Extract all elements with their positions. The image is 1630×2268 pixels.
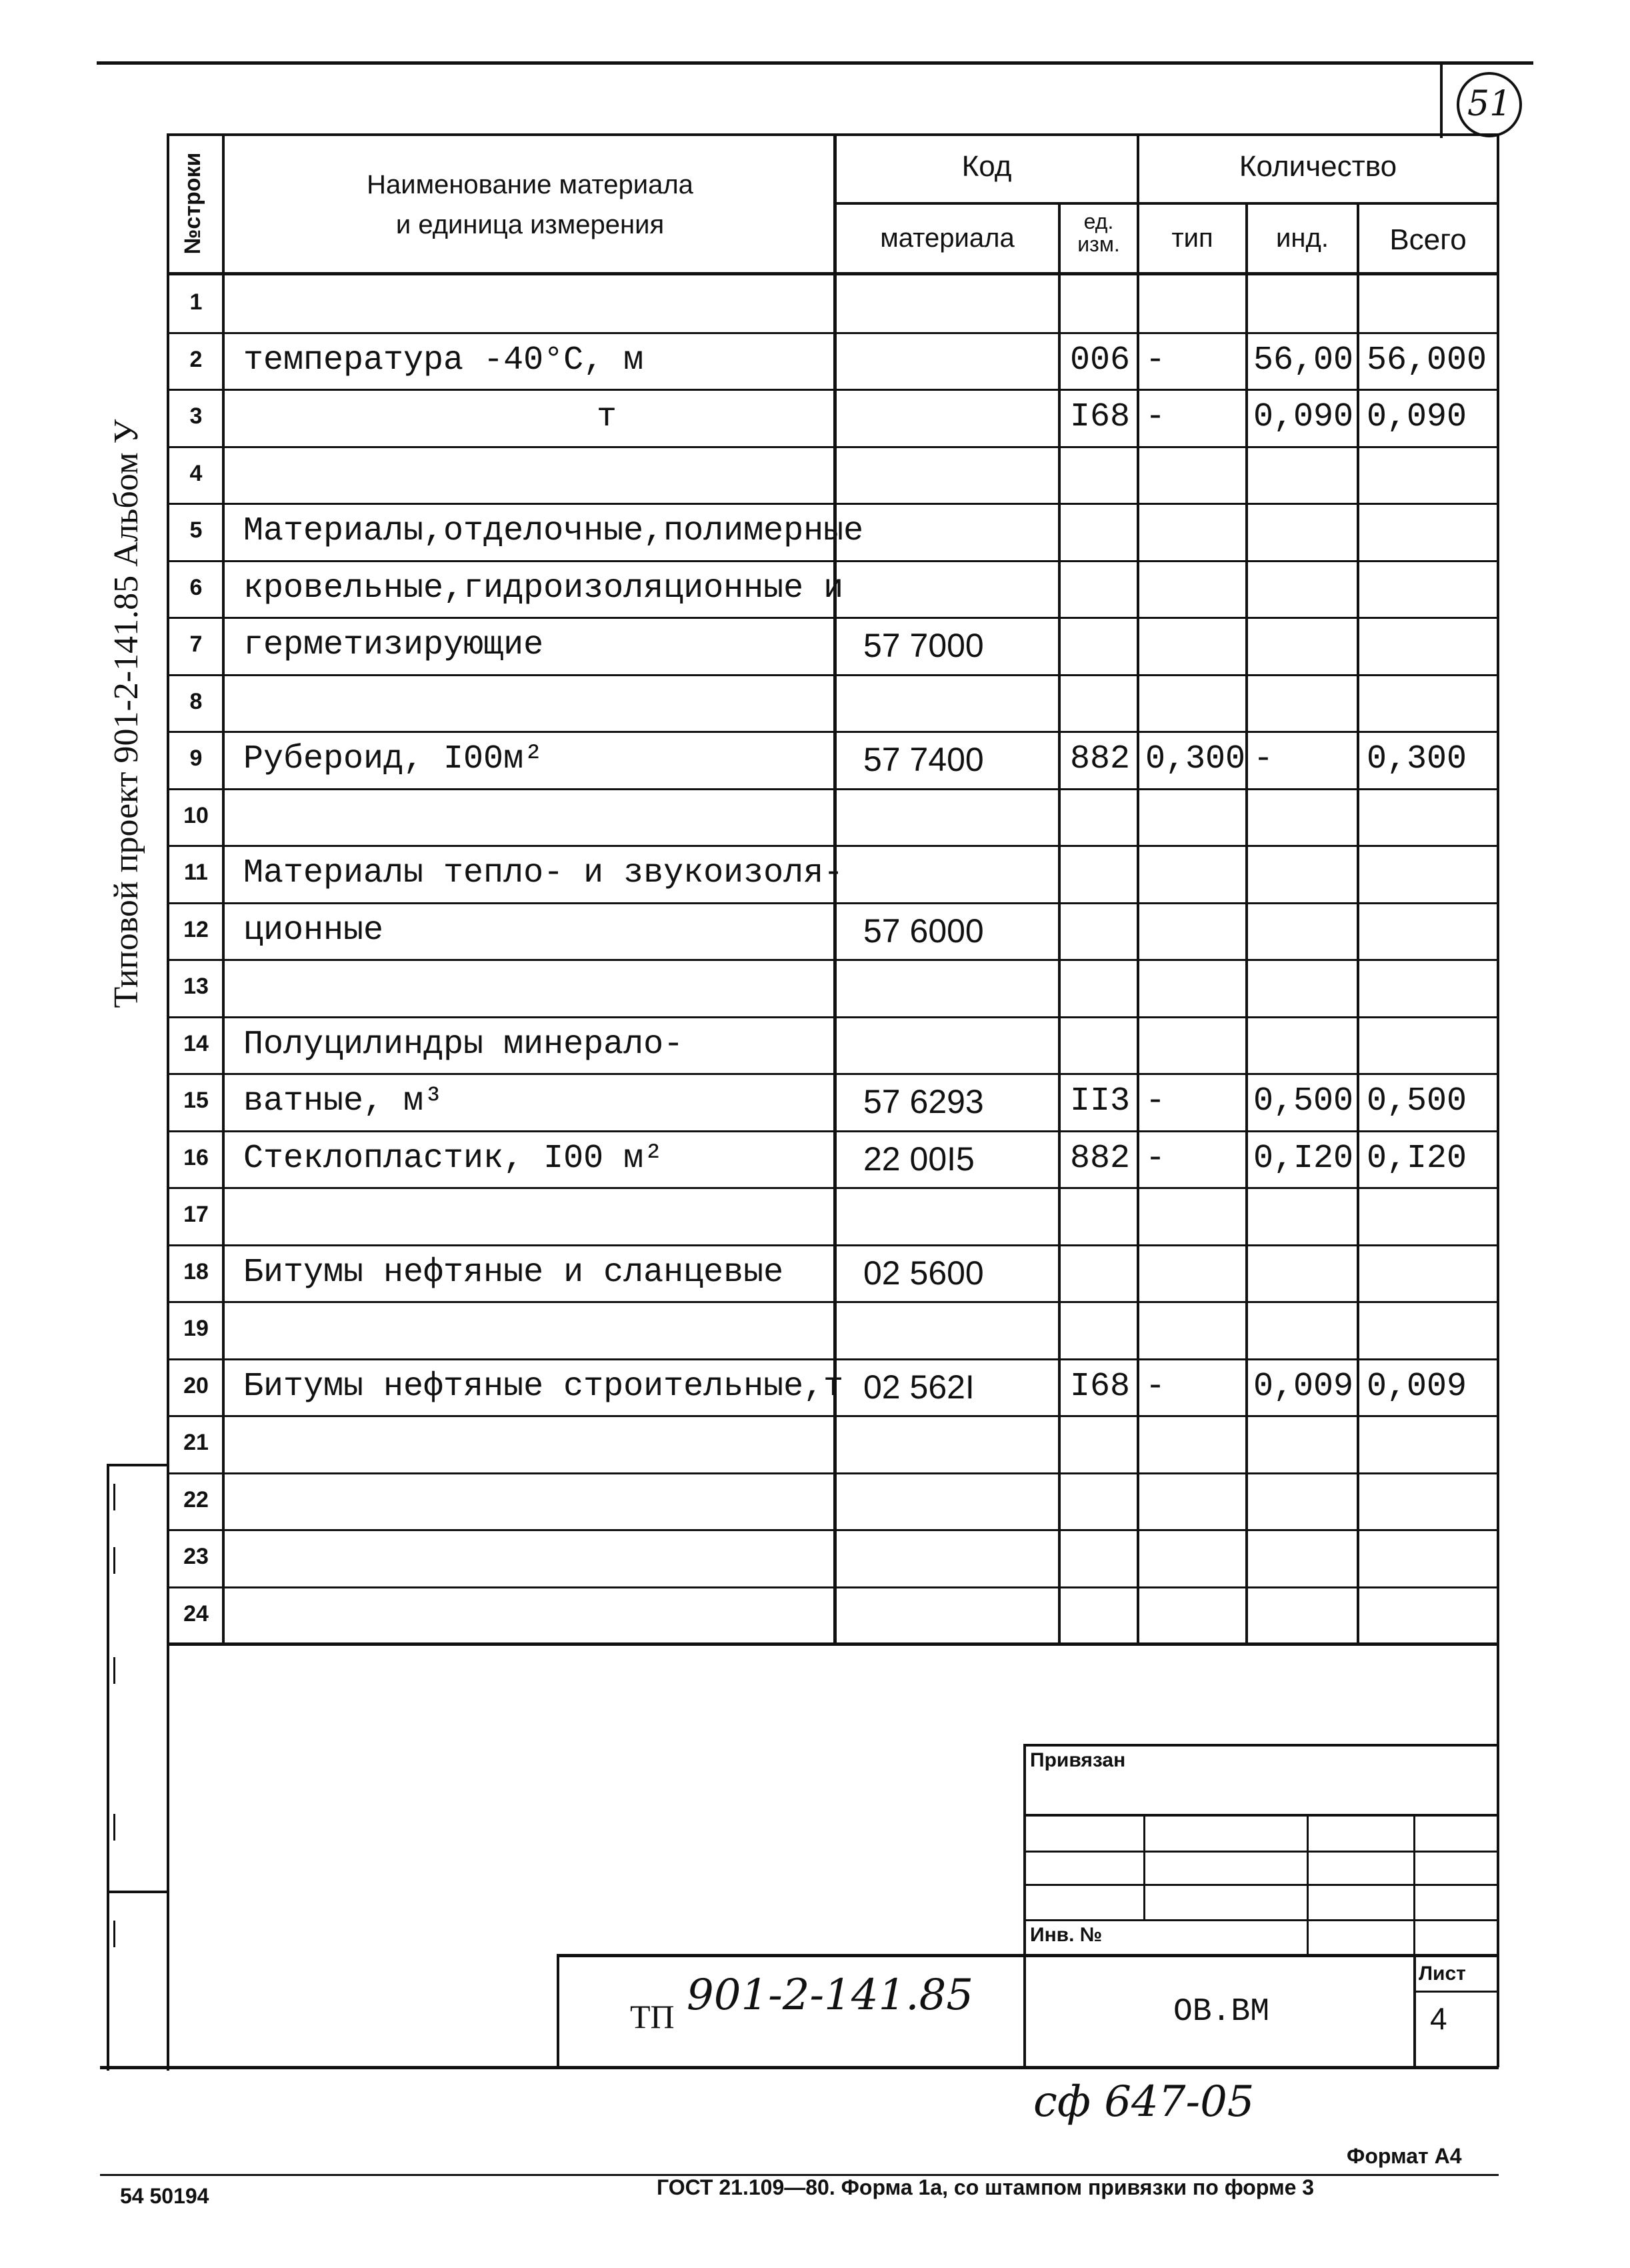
row-divider: [167, 1301, 1499, 1303]
row-name: герметизирующие: [243, 626, 544, 664]
row-divider: [167, 902, 1499, 904]
header-code-unit: ед. изм.: [1077, 209, 1120, 256]
row-divider: [167, 731, 1499, 733]
row-name: Стеклопластик, I00 м²: [243, 1140, 664, 1178]
row-code: 22 00I5: [863, 1140, 975, 1178]
row-ind: 0,500: [1253, 1082, 1354, 1120]
header-qty-total: Всего: [1389, 223, 1467, 256]
row-unit: 882: [1070, 740, 1131, 778]
header-code: Код: [961, 150, 1012, 183]
row-divider: [167, 1187, 1499, 1189]
row-name: кровельные,гидроизоляционные и: [243, 570, 844, 608]
row-name: Битумы нефтяные и сланцевые: [243, 1254, 784, 1292]
row-ind: 0,I20: [1253, 1140, 1354, 1178]
row-divider: [167, 446, 1499, 448]
header-code-material: материала: [880, 223, 1015, 253]
row-total: 0,500: [1367, 1082, 1467, 1120]
row-code: 57 7400: [863, 741, 984, 778]
row-divider: [167, 617, 1499, 619]
stamp-project-code: 901-2-141.85: [687, 1971, 974, 2020]
row-total: 0,300: [1367, 740, 1467, 778]
row-unit: II3: [1070, 1082, 1131, 1120]
header-name-line2: и единица измерения: [395, 210, 665, 239]
row-divider: [167, 560, 1499, 562]
row-number: 9: [189, 746, 203, 771]
row-type: -: [1145, 1082, 1166, 1120]
row-total: 56,000: [1367, 341, 1487, 379]
row-number: 23: [183, 1544, 209, 1569]
row-divider: [167, 1073, 1499, 1075]
row-code: 02 562I: [863, 1368, 975, 1406]
row-divider: [167, 1586, 1499, 1588]
footer-left: 54 50194: [120, 2184, 209, 2208]
row-divider: [167, 1130, 1499, 1132]
row-name: температура -40°С, м: [243, 341, 644, 379]
row-number: 21: [183, 1430, 209, 1455]
stamp-attached-label: Привязан: [1030, 1749, 1126, 1771]
row-divider: [167, 1529, 1499, 1531]
row-number: 12: [183, 917, 209, 942]
side-title: Типовой проект 901-2-141.85 Альбом У: [107, 419, 145, 1008]
row-number: 6: [189, 575, 203, 600]
row-number: 22: [183, 1487, 209, 1512]
row-divider: [167, 1358, 1499, 1360]
row-number: 3: [189, 403, 203, 429]
row-number: 17: [183, 1202, 209, 1227]
row-name: т: [597, 398, 617, 436]
row-unit: I68: [1070, 398, 1131, 436]
stamp-sheet-label: Лист: [1419, 1963, 1466, 1985]
row-divider: [167, 389, 1499, 391]
header-qty-ind: инд.: [1276, 223, 1329, 253]
row-number: 5: [189, 517, 203, 543]
footer-gost: ГОСТ 21.109—80. Форма 1а, со штампом привязки по форме 3: [657, 2175, 1315, 2199]
row-divider: [167, 503, 1499, 505]
row-divider: [167, 1244, 1499, 1246]
row-number: 8: [189, 689, 203, 714]
row-total: 0,090: [1367, 398, 1467, 436]
stamp-mark: ОВ.ВМ: [1173, 1994, 1270, 2030]
row-divider: [167, 1016, 1499, 1018]
row-number: 13: [183, 974, 209, 999]
format-label: Формат А4: [1347, 2144, 1462, 2168]
row-number: 4: [189, 461, 203, 486]
stamp-inv-label: Инв. №: [1030, 1924, 1103, 1946]
row-divider: [167, 788, 1499, 790]
row-divider: [167, 332, 1499, 334]
header-quantity: Количество: [1239, 150, 1397, 183]
row-name: Рубероид, I00м²: [243, 740, 544, 778]
row-type: 0,300: [1145, 740, 1246, 778]
row-code: 57 6000: [863, 912, 984, 950]
sheet-number-text: 51: [1467, 84, 1512, 124]
row-code: 02 5600: [863, 1254, 984, 1292]
row-ind: 0,090: [1253, 398, 1354, 436]
row-divider: [167, 845, 1499, 847]
row-number: 14: [183, 1031, 209, 1056]
row-number: 16: [183, 1145, 209, 1170]
row-name: ционные: [243, 912, 384, 950]
row-name: Полуцилиндры минерало-: [243, 1026, 684, 1064]
row-number: 18: [183, 1259, 209, 1284]
row-number: 20: [183, 1373, 209, 1398]
row-name: Битумы нефтяные строительные,т: [243, 1368, 844, 1406]
row-number: 24: [183, 1601, 209, 1626]
row-type: -: [1145, 398, 1166, 436]
row-divider: [167, 1472, 1499, 1474]
row-unit: I68: [1070, 1368, 1131, 1406]
row-divider: [167, 1415, 1499, 1417]
row-code: 57 7000: [863, 627, 984, 664]
row-name: ватные, м³: [243, 1082, 444, 1120]
handwritten-note: сф 647-05: [1033, 2077, 1255, 2127]
row-type: -: [1145, 1368, 1166, 1406]
row-type: -: [1145, 1140, 1166, 1178]
row-code: 57 6293: [863, 1083, 984, 1120]
stamp-tp-prefix: ТП: [630, 1998, 675, 2035]
header-qty-type: тип: [1171, 223, 1213, 253]
row-ind: 56,00: [1253, 341, 1354, 379]
header-rownum: №строки: [180, 152, 205, 255]
row-ind: -: [1253, 740, 1274, 778]
row-divider: [167, 674, 1499, 676]
row-name: Материалы тепло- и звукоизоля-: [243, 854, 844, 892]
row-number: 19: [183, 1316, 209, 1341]
row-number: 11: [184, 860, 208, 885]
stamp-sheet-value: 4: [1430, 2001, 1447, 2036]
header-name-line1: Наименование материала: [367, 170, 693, 199]
sheet-number-circle: [1457, 72, 1522, 137]
row-number: 2: [189, 347, 203, 372]
row-number: 10: [183, 803, 209, 828]
row-number: 1: [189, 289, 203, 315]
row-total: 0,I20: [1367, 1140, 1467, 1178]
row-number: 15: [183, 1088, 209, 1113]
row-unit: 006: [1070, 341, 1131, 379]
row-type: -: [1145, 341, 1166, 379]
row-divider: [167, 959, 1499, 961]
row-unit: 882: [1070, 1140, 1131, 1178]
row-number: 7: [189, 632, 203, 657]
row-total: 0,009: [1367, 1368, 1467, 1406]
row-ind: 0,009: [1253, 1368, 1354, 1406]
row-name: Материалы,отделочные,полимерные: [243, 512, 864, 550]
